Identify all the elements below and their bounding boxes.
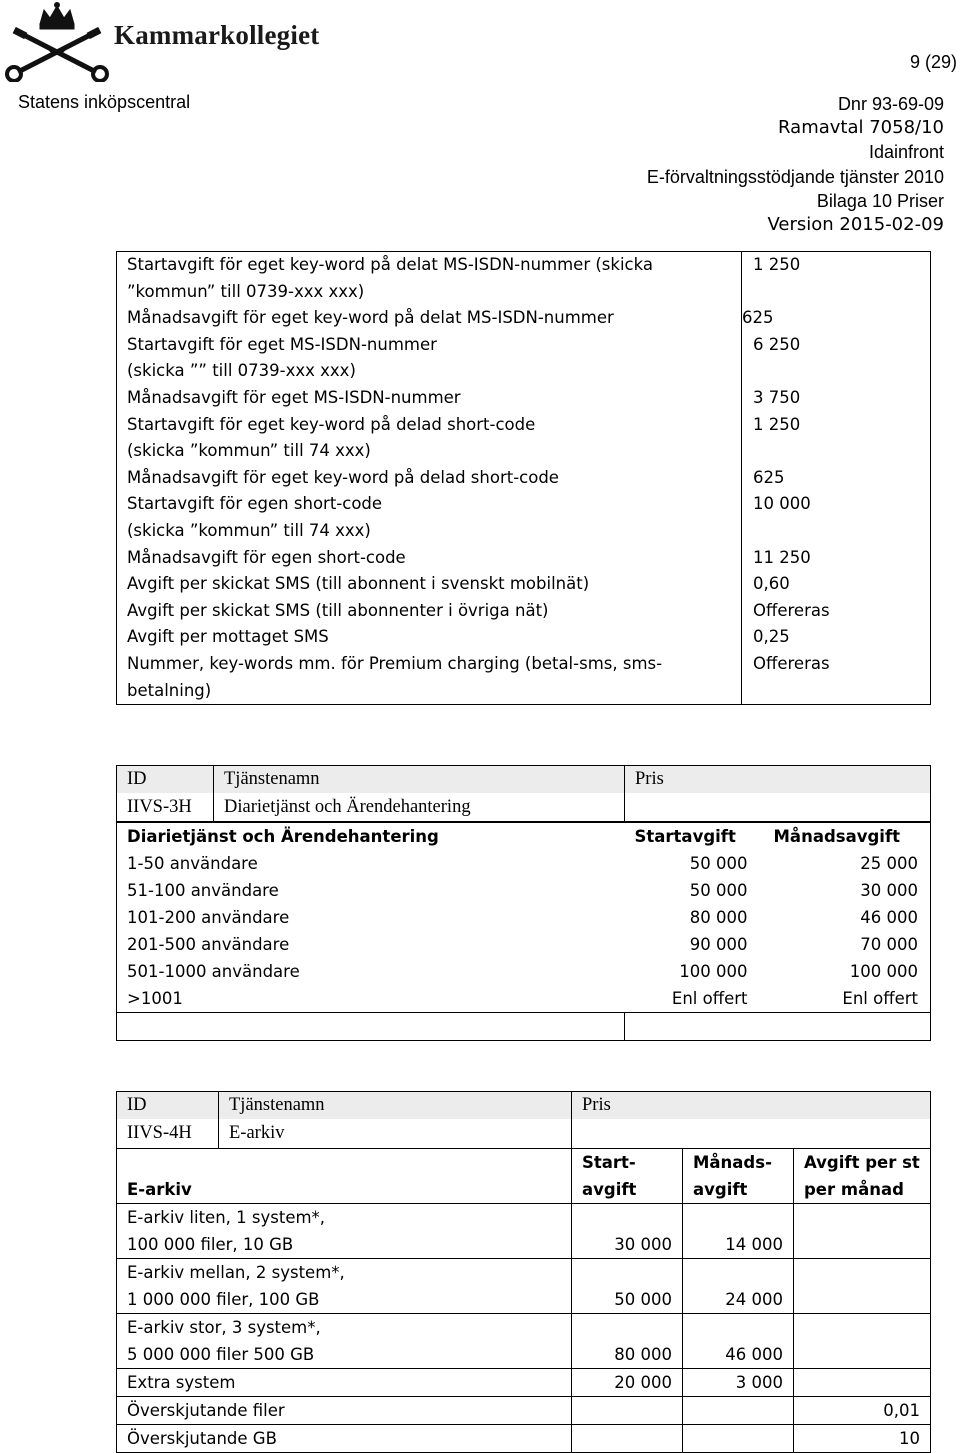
diarie-price-table: [116, 765, 931, 1041]
table-row: Startavgift för egen short-code (skicka ”kommun” till 74 xxx) 10 000: [117, 491, 931, 544]
table-row: >1001 Enl offert Enl offert: [117, 985, 931, 1013]
table-row: Extra system 20 000 3 000: [117, 1369, 931, 1397]
sms-price-table: [116, 251, 931, 705]
column-header-row: Diarietjänst och Ärendehantering Startavgift Månadsavgift: [127, 827, 901, 846]
org-name: Kammarkollegiet: [114, 20, 320, 50]
table-row: Nummer, key-words mm. för Premium charging (betal-sms, sms- betalning) Offereras: [117, 651, 931, 705]
table-row: 51-100 användare 50 000 30 000: [127, 881, 918, 900]
meta-version: Version 2015-02-09: [767, 214, 944, 236]
table-row: Avgift per skickat SMS (till abonnenter i övriga nät) Offereras: [117, 598, 931, 625]
table-row: Överskjutande filer 0,01: [117, 1397, 931, 1425]
meta-ramavtal: Ramavtal 7058/10: [778, 117, 944, 139]
table-row: 101-200 användare 80 000 46 000: [127, 908, 918, 927]
page-number: 9 (29): [909, 52, 957, 72]
table-row: Avgift per mottaget SMS 0,25: [117, 624, 931, 651]
table-header-row: ID Tjänstenamn Pris: [117, 766, 931, 794]
empty-row: [117, 1013, 931, 1041]
table-row: Månadsavgift för eget MS-ISDN-nummer 3 750: [117, 385, 931, 412]
table-row: Startavgift för eget MS-ISDN-nummer (skicka ”” till 0739-xxx xxx) 6 250: [117, 332, 931, 385]
table-row: Startavgift för eget key-word på delat MS-ISDN-nummer (skicka ”kommun” till 0739-xxx xxx) 1 250: [117, 252, 931, 306]
crown-crossed-keys-icon: [4, 2, 110, 82]
table-row: 501-1000 användare 100 000 100 000: [127, 962, 918, 981]
column-header-row: E-arkiv Start- avgift Månads- avgift Avgift per st per månad: [117, 1149, 931, 1204]
table-row: E-arkiv liten, 1 system*, 100 000 filer, 10 GB 30 000 14 000: [117, 1204, 931, 1259]
table-row: 1-50 användare 50 000 25 000: [127, 854, 918, 873]
document-meta: [647, 92, 944, 237]
table-row: Startavgift för eget key-word på delad short-code (skicka ”kommun” till 74 xxx) 1 250: [117, 412, 931, 465]
meta-dnr: Dnr 93-69-09: [837, 94, 944, 114]
table-header-row: ID Tjänstenamn Pris: [117, 1092, 931, 1120]
meta-area: E-förvaltningsstödjande tjänster 2010: [646, 166, 944, 187]
service-row: IIVS-4H E-arkiv: [117, 1119, 931, 1149]
meta-supplier: Idainfront: [868, 142, 944, 163]
table-row: Överskjutande GB 10: [117, 1425, 931, 1453]
earkiv-price-table: [116, 1091, 931, 1453]
table-row: E-arkiv mellan, 2 system*, 1 000 000 filer, 100 GB 50 000 24 000: [117, 1259, 931, 1314]
service-row: IIVS-3H Diarietjänst och Ärendehantering: [117, 793, 931, 822]
department: Statens inköpscentral: [18, 92, 191, 112]
table-row: Avgift per skickat SMS (till abonnent i svenskt mobilnät) 0,60: [117, 571, 931, 598]
table-row: E-arkiv stor, 3 system*, 5 000 000 filer 500 GB 80 000 46 000: [117, 1314, 931, 1369]
table-row: Månadsavgift för eget key-word på delat MS-ISDN-nummer 625: [117, 305, 931, 332]
table-row: 201-500 användare 90 000 70 000: [127, 935, 918, 954]
table-row: Månadsavgift för egen short-code 11 250: [117, 545, 931, 572]
table-row: Månadsavgift för eget key-word på delad short-code 625: [117, 465, 931, 492]
meta-appendix: Bilaga 10 Priser: [816, 190, 944, 211]
